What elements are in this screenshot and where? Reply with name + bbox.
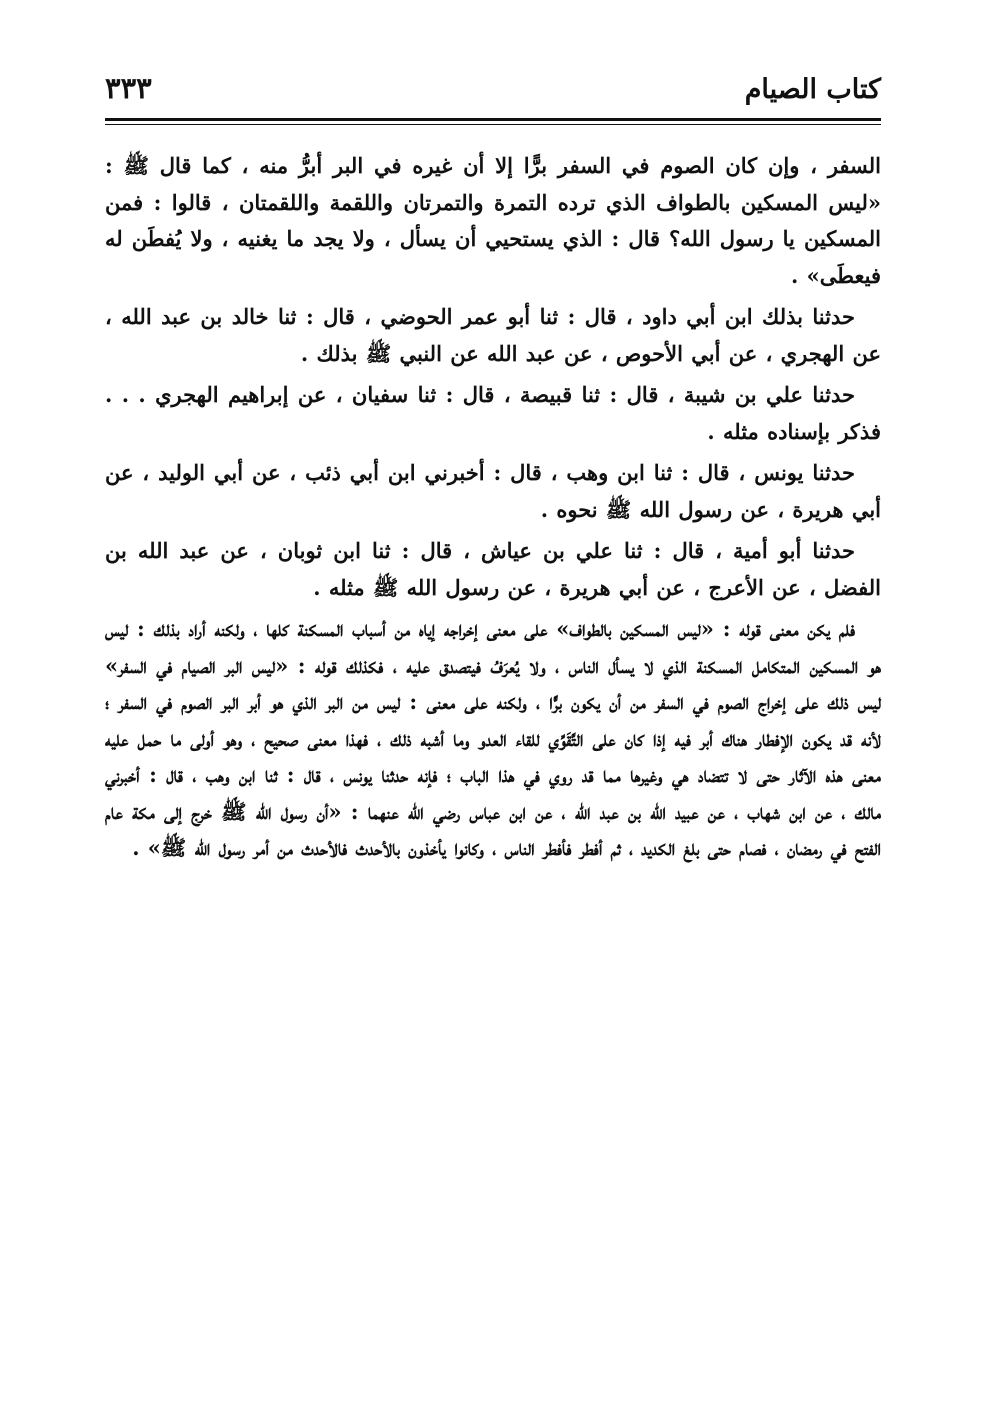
header-rule-thin [105, 124, 881, 125]
paragraph-3: حدثنا علي بن شيبة ، قال : ثنا قبيصة ، قال : ثنا سفيان ، عن إبراهيم الهجري . . . فذكر بإسناده مثله . [105, 382, 881, 444]
book-page [105, 62, 881, 1362]
running-title: كتاب الصيام [744, 74, 881, 105]
page-number: ٣٣٣ [105, 71, 152, 105]
paragraph-1: السفر ، وإن كان الصوم في السفر برًّا إلا أن غيره في البر أبرُّ منه ، كما قال ﷺ : «ليس المسكين بالطواف الذي ترده التمرة والتمرتان واللقمة واللقمتان ، قالوا : فمن المسكين يا رسول الله؟ قال : الذي يستحيي أن يسأل ، ولا يجد ما يغنيه ، ولا يُفطَن له فيعطَى» . [105, 153, 881, 288]
paragraph-2: حدثنا بذلك ابن أبي داود ، قال : ثنا أبو عمر الحوضي ، قال : ثنا خالد بن عبد الله ، عن الهجري ، عن أبي الأحوص ، عن عبد الله عن النبي ﷺ بذلك . [105, 304, 881, 366]
paragraph-6: فلم يكن معنى قوله : «ليس المسكين بالطواف» على معنى إخراجه إياه من أسباب المسكنة كلها ، ولكنه أراد بذلك : ليس هو المسكين المتكامل المسكنة الذي لا يسأل الناس ، ولا يُعرَفُ فيتصدق عليه ، فكذلك قوله : «ليس البر الصيام في السفر» ليس ذلك على إخراج الصوم في السفر من أن يكون برًّا ، ولكنه على معنى : ليس من البر الذي هو أبر البر الصوم في السفر ؛ لأنه قد يكون الإفطار هناك أبر فيه إذا كان على التَّقَوِّي للقاء العدو وما أشبه ذلك ، فهذا معنى صحيح ، وهو أولى ما حمل عليه معنى هذه الآثار حتى لا تتضاد هي وغيرها مما قد روي في هذا الباب ؛ فإنه حدثنا يونس ، قال : ثنا ابن وهب ، قال : أخبرني مالك ، عن ابن شهاب ، عن عبيد الله بن عبد الله ، عن ابن عباس رضي الله عنهما : «أن رسول الله ﷺ خرج إلى مكة عام الفتح في رمضان ، فصام حتى بلغ الكديد ، ثم أفطر فأفطر الناس ، وكانوا يأخذون بالأحدث فالأحدث من أمر رسول الله ﷺ» . [105, 616, 881, 860]
paragraph-4: حدثنا يونس ، قال : ثنا ابن وهب ، قال : أخبرني ابن أبي ذئب ، عن أبي الوليد ، عن أبي هريرة ، عن رسول الله ﷺ نحوه . [105, 460, 881, 522]
header-rule [105, 118, 881, 121]
page-header [105, 62, 881, 116]
body-text [105, 148, 881, 872]
paragraph-5: حدثنا أبو أمية ، قال : ثنا علي بن عياش ، قال : ثنا ابن ثوبان ، عن عبد الله بن الفضل ، عن الأعرج ، عن أبي هريرة ، عن رسول الله ﷺ مثله . [105, 538, 881, 600]
